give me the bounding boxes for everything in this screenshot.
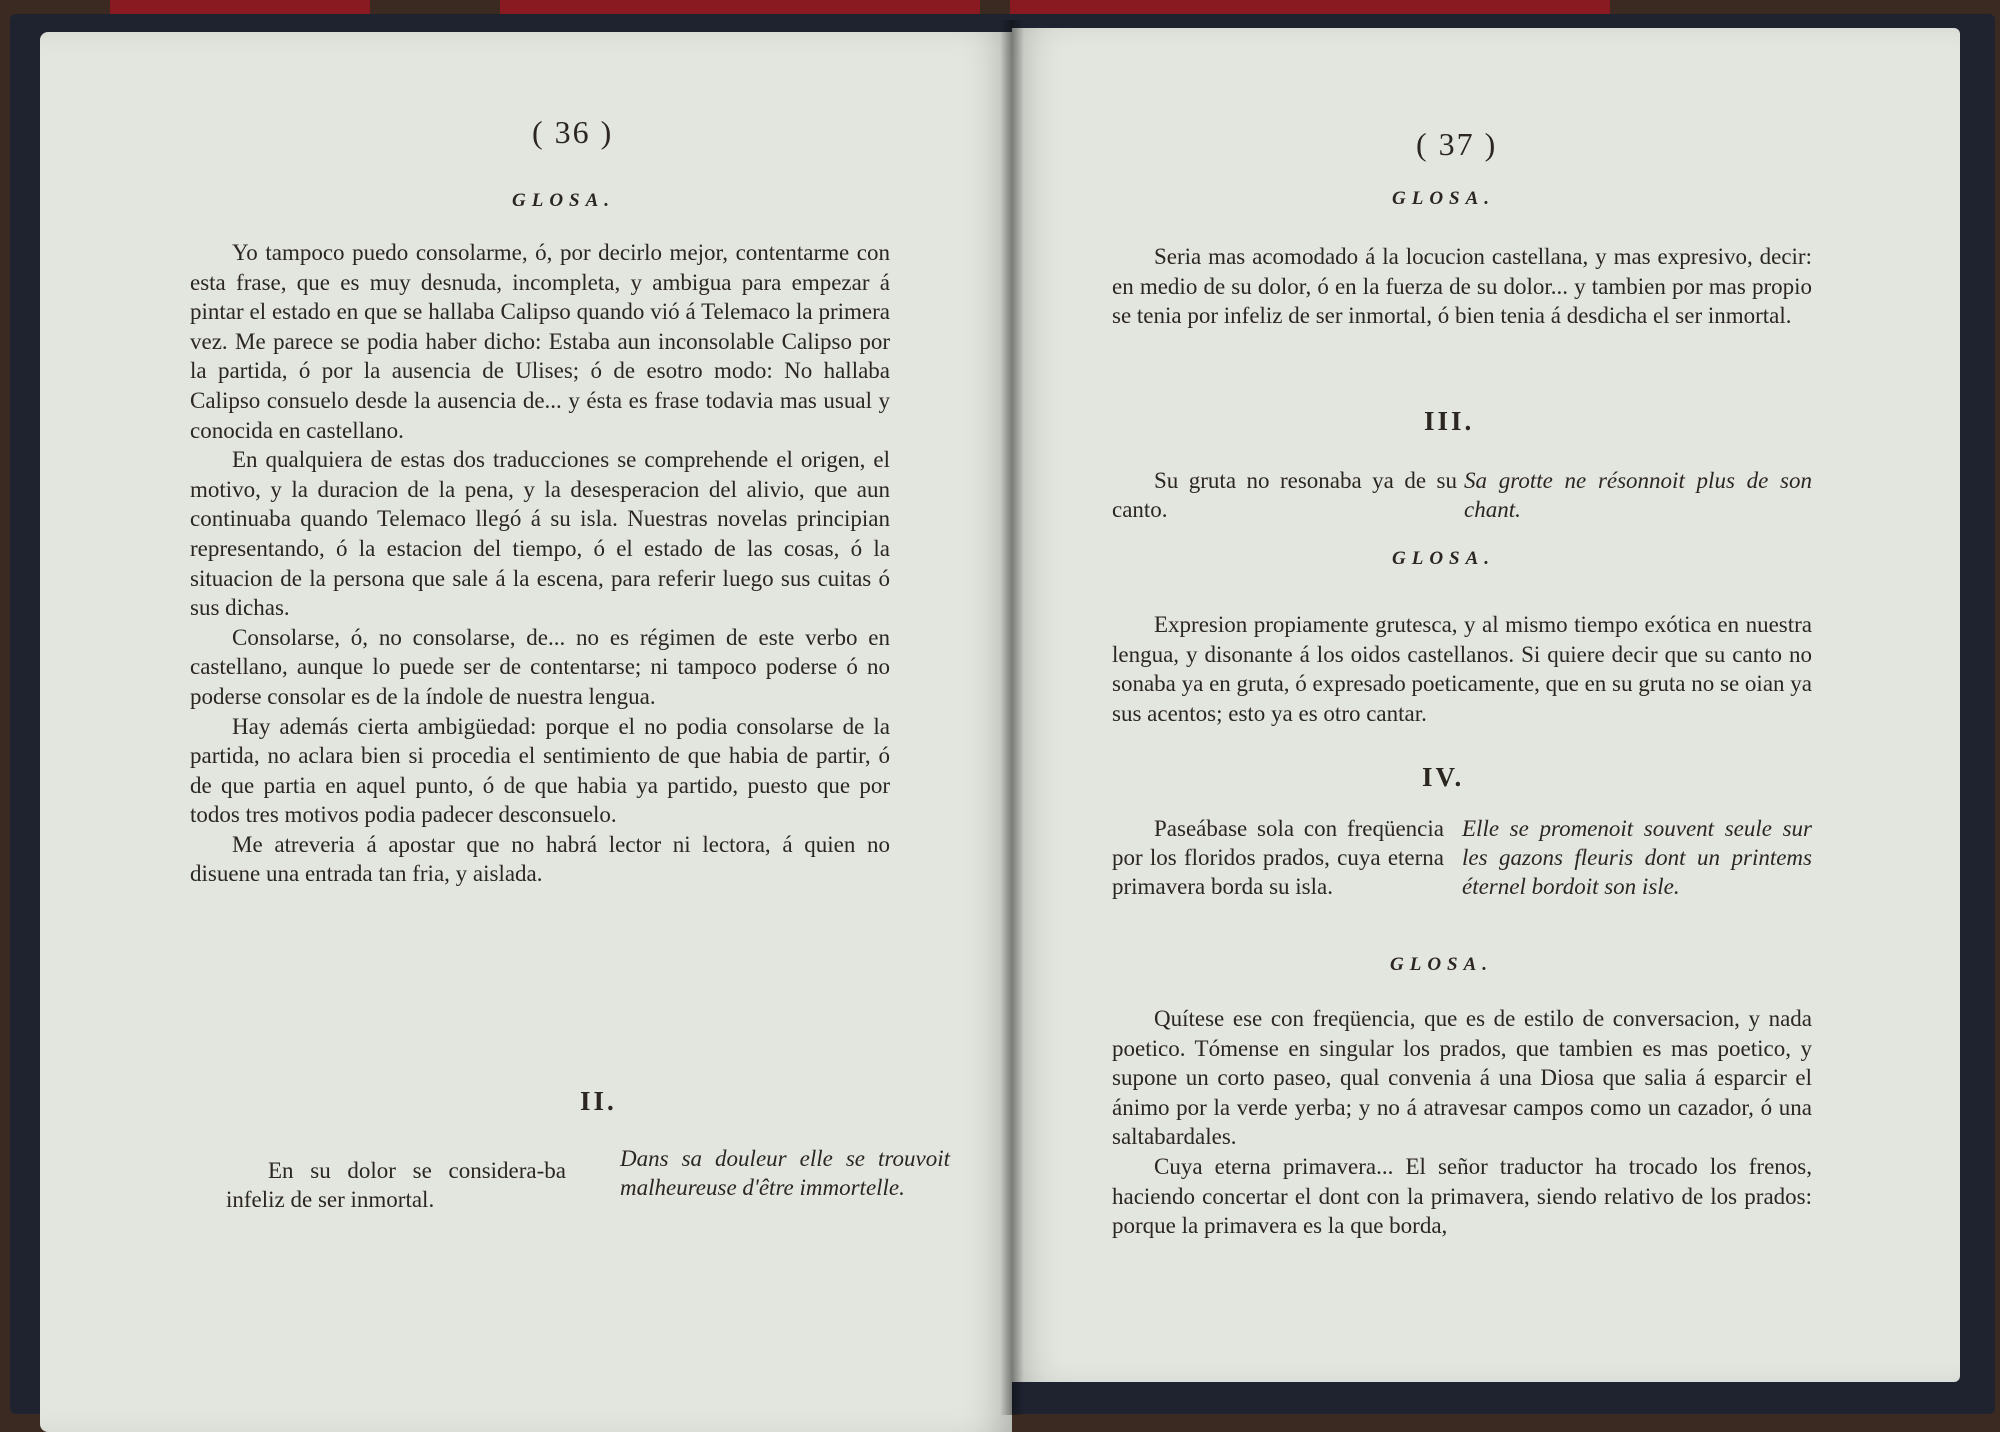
spanish-verse: Su gruta no resonaba ya de su canto. <box>1112 468 1457 522</box>
glosa-heading: GLOSA. <box>1392 548 1496 569</box>
paragraph: Consolarse, ó, no consolarse, de... no es régimen de este verbo en castellano, aunque lo puede ser de contentarse; ni tampoco poderse ó no poderse consolar es de la índole de nuestra lengua. <box>190 624 890 709</box>
paragraph: Hay además cierta ambigüedad: porque el no podia consolarse de la partida, no aclara bien si procedia el sentimiento de que habia de partir, ó de que partia en aquel punto, ó de que habia ya partido, puesto que por todos tres motivos podia padecer desconsuelo. <box>190 713 890 828</box>
section-number-iii: III. <box>1424 406 1475 436</box>
page-number-37: ( 37 ) <box>1416 126 1498 162</box>
french-verse: Sa grotte ne résonnoit plus de son chant. <box>1464 468 1812 522</box>
glosa-heading: GLOSA. <box>1390 954 1494 975</box>
french-verse: Dans sa douleur elle se trouvoit malheureuse d'être immortelle. <box>620 1146 950 1200</box>
paragraph: Me atreveria á apostar que no habrá lector ni lectora, á quien no disuene una entrada tan fria, y aislada. <box>190 831 890 887</box>
glosa-heading: GLOSA. <box>512 190 616 211</box>
spanish-verse: Paseábase sola con freqüencia por los floridos prados, cuya eterna primavera borda su isla. <box>1112 816 1444 899</box>
glosa-text: Quítese ese con freqüencia, que es de estilo de conversacion, y nada poetico. Tómense en singular los prados, que tambien es mas poetico, y supone un corto paseo, qual convenia á una Diosa que salia á esparcir el ánimo por la verde yerba; y no á atravesar campos como un cazador, ó una saltabardales. Cuya eterna primavera... El señor traductor ha trocado los frenos, haciendo concertar el dont con la primavera, siendo relativo de los prados: porque la primavera es la que borda, <box>1112 1006 1812 1239</box>
section-number-ii: II. <box>580 1086 617 1116</box>
page-number-36: ( 36 ) <box>532 114 614 150</box>
section-number-iv: IV. <box>1422 762 1465 792</box>
paragraph: En qualquiera de estas dos traducciones se comprehende el origen, el motivo, y la duracion de la pena, y la desesperacion del alivio, que aun continuaba quando Telemaco llegó á su isla. Nuestras novelas principian representando, ó la estacion del tiempo, ó el estado de las cosas, ó la situacion de la persona que sale á la escena, para referir luego sus cuitas ó sus dichas. <box>190 447 890 621</box>
glosa-text: Expresion propiamente grutesca, y al mismo tiempo exótica en nuestra lengua, y disonante á los oidos castellanos. Si quiere decir que su canto no sonaba ya en gruta, ó expresado poeticamente, que en su gruta no se oian ya sus acentos; esto ya es otro cantar. <box>1112 612 1812 726</box>
spanish-verse: En su dolor se considera-ba infeliz de ser inmortal. <box>226 1158 566 1212</box>
glosa-heading: GLOSA. <box>1392 188 1496 209</box>
book-spine-gutter <box>1000 20 1024 1415</box>
right-page <box>1012 28 1960 1382</box>
glosa-text <box>190 238 890 889</box>
paragraph: Yo tampoco puedo consolarme, ó, por decirlo mejor, contentarme con esta frase, que es muy desnuda, incompleta, y ambigua para empezar á pintar el estado en que se hallaba Calipso quando vió á Telemaco la primera vez. Me parece se podia haber dicho: Estaba aun inconsolable Calipso por la partida, ó por la ausencia de Ulises; ó de esotro modo: No hallaba Calipso consuelo desde la ausencia de... y ésta es frase todavia mas usual y conocida en castellano. <box>190 240 890 443</box>
french-verse: Elle se promenoit souvent seule sur les gazons fleuris dont un printems éternel bordoit son isle. <box>1462 816 1812 899</box>
glosa-text: Seria mas acomodado á la locucion castellana, y mas expresivo, decir: en medio de su dolor, ó en la fuerza de su dolor... y tambien por mas propio se tenia por infeliz de ser inmortal, ó bien tenia á desdicha el ser inmortal. <box>1112 244 1812 329</box>
left-page <box>40 32 1012 1432</box>
